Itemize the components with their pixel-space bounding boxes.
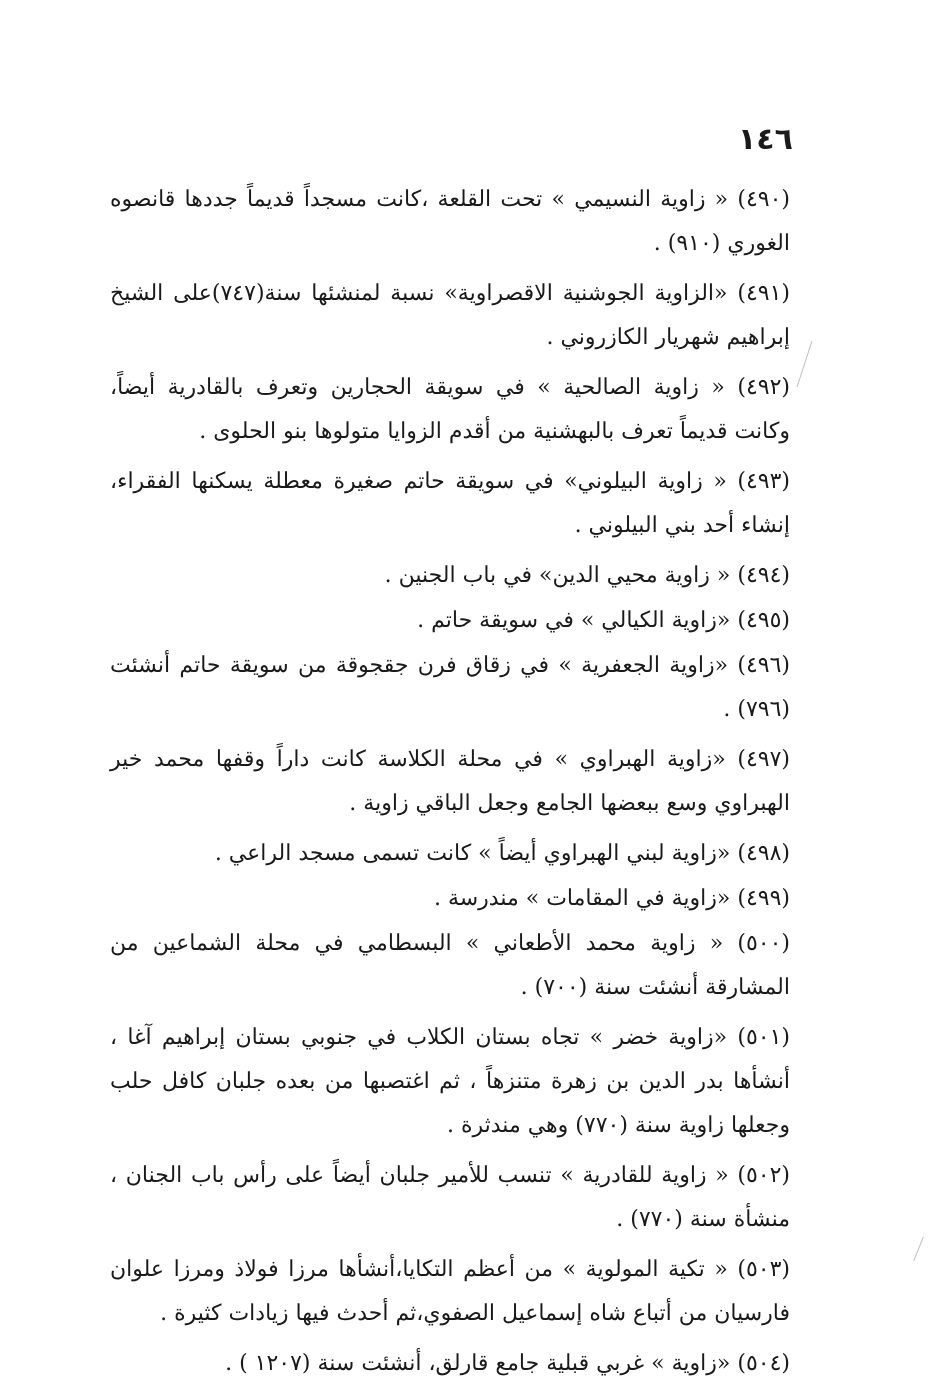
page-number: ١٤٦ (738, 122, 793, 157)
list-item: (٥٠٢) « زاوية للقادرية » تنسب للأمير جلبان أيضاً على رأس باب الجنان ، منشأة سنة (٧٧٠) . (110, 1163, 790, 1232)
list-item: (٥٠٣) « تكية المولوية » من أعظم التكايا،أنشأها مرزا فولاذ ومرزا علوان فارسيان من أتباع شاه إسماعيل الصفوي،ثم أحدث فيها زيادات كثيرة . (110, 1257, 790, 1326)
list-item: (٤٩١) «الزاوية الجوشنية الاقصراوية» نسبة لمنشئها سنة(٧٤٧)على الشيخ إبراهيم شهريار الكازروني . (110, 281, 791, 350)
list-item: (٤٩٦) «زاوية الجعفرية » في زقاق فرن جقجوقة من سويقة حاتم أنشئت (٧٩٦) . (110, 653, 790, 722)
list-item: (٤٩٢) « زاوية الصالحية » في سويقة الحجارين وتعرف بالقادرية أيضاً، وكانت قديماً تعرف بالبهشنية من أقدم الزوايا متولوها بنو الحلوى . (110, 375, 790, 444)
list-item: (٤٩٠) « زاوية النسيمي » تحت القلعة ،كانت مسجداً قديماً جددها قانصوه الغوري (٩١٠) . (110, 187, 790, 256)
scan-mark (797, 341, 813, 387)
list-item: (٥٠٠) « زاوية محمد الأطعاني » البسطامي في محلة الشماعين من المشارقة أنشئت سنة (٧٠٠) . (110, 931, 790, 1000)
list-item: (٥٠٤) «زاوية » غربي قبلية جامع قارلق، أنشئت سنة (١٢٠٧ ) . (225, 1351, 790, 1376)
list-item: (٤٩٣) « زاوية البيلوني» في سويقة حاتم صغيرة معطلة يسكنها الفقراء، إنشاء أحد بني البيلوني . (110, 469, 790, 538)
list-item: (٥٠١) «زاوية خضر » تجاه بستان الكلاب في جنوبي بستان إبراهيم آغا ، أنشأها بدر الدين بن زهرة متنزهاً ، ثم اغتصبها من بعده جلبان كافل حلب وجعلها زاوية سنة (٧٧٠) وهي مندثرة . (110, 1025, 790, 1138)
entry-list (110, 178, 790, 1387)
list-item: (٤٩٨) «زاوية لبني الهبراوي أيضاً » كانت تسمى مسجد الراعي . (214, 841, 790, 866)
scan-mark (913, 1237, 924, 1261)
list-item: (٤٩٤) « زاوية محيي الدين» في باب الجنين . (384, 563, 790, 588)
list-item: (٤٩٧) «زاوية الهبراوي » في محلة الكلاسة كانت داراً وقفها محمد خير الهبراوي وسع ببعضها الجامع وجعل الباقي زاوية . (110, 747, 790, 816)
list-item: (٤٩٩) «زاوية في المقامات » مندرسة . (433, 886, 790, 911)
list-item: (٤٩٥) «زاوية الكيالي » في سويقة حاتم . (417, 608, 790, 633)
